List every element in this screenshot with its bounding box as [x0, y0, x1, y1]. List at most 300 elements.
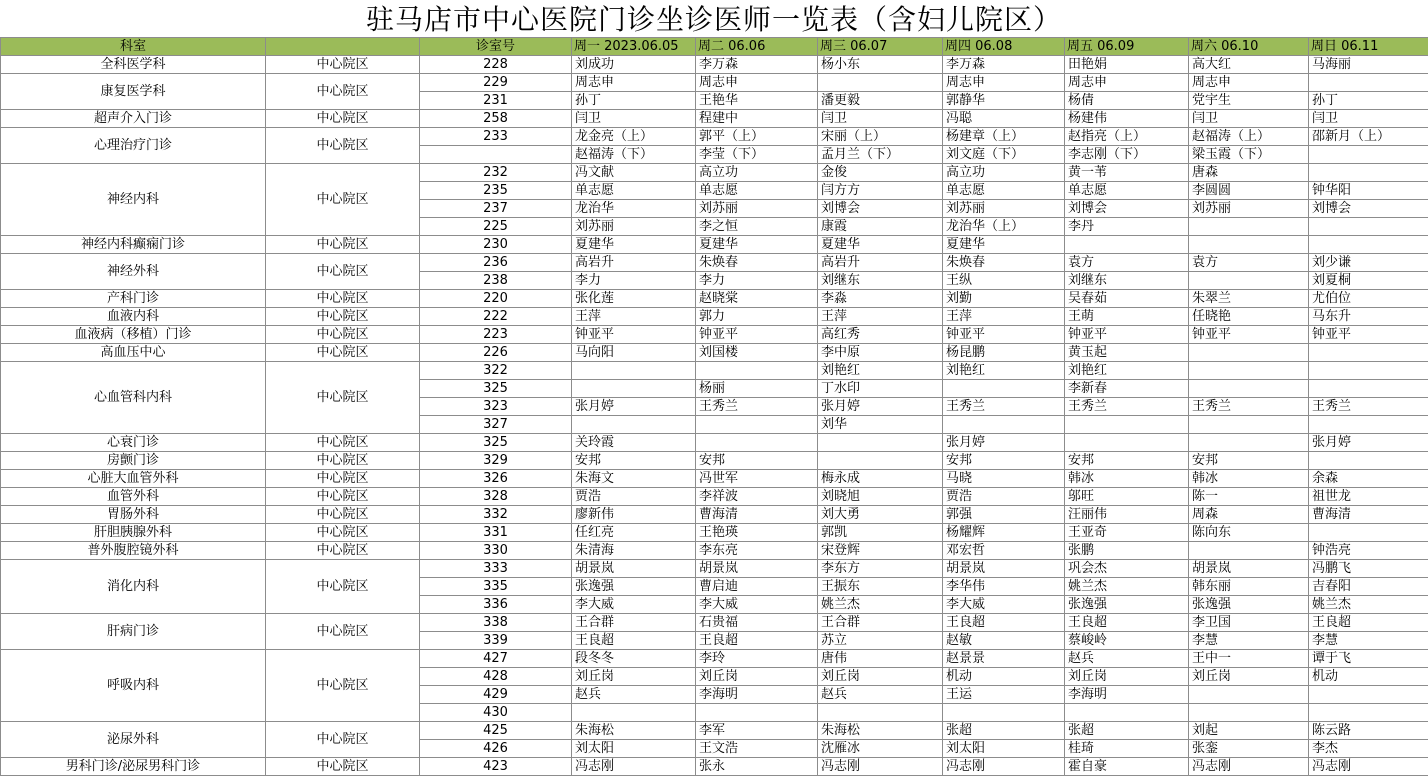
doctor-cell[interactable]: 安邦 — [1065, 452, 1189, 470]
doctor-cell[interactable]: 冯志刚 — [1309, 758, 1428, 776]
doctor-cell[interactable]: 刘丘岗 — [572, 668, 696, 686]
doctor-cell[interactable] — [1065, 416, 1189, 434]
doctor-cell[interactable]: 夏建华 — [943, 236, 1065, 254]
doctor-cell[interactable]: 刘丘岗 — [818, 668, 943, 686]
department-cell[interactable]: 全科医学科 — [1, 56, 266, 74]
department-cell[interactable]: 康复医学科 — [1, 74, 266, 110]
room-cell[interactable]: 423 — [420, 758, 572, 776]
doctor-cell[interactable]: 王振东 — [818, 578, 943, 596]
doctor-cell[interactable] — [1309, 416, 1428, 434]
doctor-cell[interactable] — [1189, 542, 1309, 560]
doctor-cell[interactable]: 刘太阳 — [943, 740, 1065, 758]
doctor-cell[interactable]: 苏立 — [818, 632, 943, 650]
doctor-cell[interactable]: 蔡峻岭 — [1065, 632, 1189, 650]
doctor-cell[interactable]: 刘晓旭 — [818, 488, 943, 506]
doctor-cell[interactable]: 李力 — [696, 272, 818, 290]
department-cell[interactable]: 心血管科内科 — [1, 362, 266, 434]
doctor-cell[interactable] — [696, 434, 818, 452]
campus-cell[interactable]: 中心院区 — [266, 74, 420, 110]
doctor-cell[interactable]: 冯聪 — [943, 110, 1065, 128]
doctor-cell[interactable]: 程建中 — [696, 110, 818, 128]
doctor-cell[interactable]: 周志申 — [696, 74, 818, 92]
doctor-cell[interactable]: 刘夏桐 — [1309, 272, 1428, 290]
doctor-cell[interactable]: 王纵 — [943, 272, 1065, 290]
department-cell[interactable]: 消化内科 — [1, 560, 266, 614]
doctor-cell[interactable]: 龙金亮（上） — [572, 128, 696, 146]
doctor-cell[interactable]: 刘成功 — [572, 56, 696, 74]
department-cell[interactable]: 血液内科 — [1, 308, 266, 326]
campus-cell[interactable]: 中心院区 — [266, 308, 420, 326]
doctor-cell[interactable] — [1189, 236, 1309, 254]
doctor-cell[interactable] — [1309, 362, 1428, 380]
doctor-cell[interactable] — [1189, 272, 1309, 290]
doctor-cell[interactable]: 王艳华 — [696, 92, 818, 110]
doctor-cell[interactable]: 张超 — [1065, 722, 1189, 740]
doctor-cell[interactable]: 王运 — [943, 686, 1065, 704]
doctor-cell[interactable]: 冯志刚 — [943, 758, 1065, 776]
doctor-cell[interactable]: 龙治华（上） — [943, 218, 1065, 236]
header-saturday[interactable]: 周六 06.10 — [1189, 38, 1309, 56]
doctor-cell[interactable]: 胡景岚 — [696, 560, 818, 578]
doctor-cell[interactable]: 李莹（下） — [696, 146, 818, 164]
department-cell[interactable]: 心脏大血管外科 — [1, 470, 266, 488]
doctor-cell[interactable]: 李海明 — [696, 686, 818, 704]
doctor-cell[interactable] — [943, 380, 1065, 398]
doctor-cell[interactable]: 冯鹏飞 — [1309, 560, 1428, 578]
doctor-cell[interactable]: 王秀兰 — [1309, 398, 1428, 416]
department-cell[interactable]: 普外腹腔镜外科 — [1, 542, 266, 560]
doctor-cell[interactable]: 机动 — [943, 668, 1065, 686]
doctor-cell[interactable]: 朱海松 — [572, 722, 696, 740]
doctor-cell[interactable]: 冯志刚 — [818, 758, 943, 776]
doctor-cell[interactable] — [572, 362, 696, 380]
doctor-cell[interactable]: 邵新月（上） — [1309, 128, 1428, 146]
doctor-cell[interactable]: 杨丽 — [696, 380, 818, 398]
doctor-cell[interactable]: 钟浩亮 — [1309, 542, 1428, 560]
doctor-cell[interactable]: 朱清海 — [572, 542, 696, 560]
doctor-cell[interactable]: 李大威 — [696, 596, 818, 614]
doctor-cell[interactable]: 安邦 — [696, 452, 818, 470]
doctor-cell[interactable]: 金俊 — [818, 164, 943, 182]
doctor-cell[interactable] — [1189, 344, 1309, 362]
doctor-cell[interactable]: 张永 — [696, 758, 818, 776]
header-thursday[interactable]: 周四 06.08 — [943, 38, 1065, 56]
doctor-cell[interactable]: 闫方方 — [818, 182, 943, 200]
room-cell[interactable]: 338 — [420, 614, 572, 632]
department-cell[interactable]: 心衰门诊 — [1, 434, 266, 452]
doctor-cell[interactable]: 赵福涛（下） — [572, 146, 696, 164]
campus-cell[interactable]: 中心院区 — [266, 56, 420, 74]
doctor-cell[interactable]: 胡景岚 — [572, 560, 696, 578]
doctor-cell[interactable]: 姚兰杰 — [818, 596, 943, 614]
doctor-cell[interactable]: 王良超 — [696, 632, 818, 650]
room-cell[interactable]: 330 — [420, 542, 572, 560]
campus-cell[interactable]: 中心院区 — [266, 650, 420, 722]
doctor-cell[interactable]: 杨建伟 — [1065, 110, 1189, 128]
campus-cell[interactable]: 中心院区 — [266, 344, 420, 362]
doctor-cell[interactable] — [1189, 434, 1309, 452]
doctor-cell[interactable]: 刘少谦 — [1309, 254, 1428, 272]
doctor-cell[interactable]: 刘文庭（下） — [943, 146, 1065, 164]
doctor-cell[interactable]: 刘苏丽 — [943, 200, 1065, 218]
doctor-cell[interactable]: 朱焕春 — [943, 254, 1065, 272]
doctor-cell[interactable] — [943, 704, 1065, 722]
doctor-cell[interactable] — [1065, 434, 1189, 452]
department-cell[interactable]: 呼吸内科 — [1, 650, 266, 722]
header-monday[interactable]: 周一 2023.06.05 — [572, 38, 696, 56]
header-wednesday[interactable]: 周三 06.07 — [818, 38, 943, 56]
doctor-cell[interactable]: 李杰 — [1309, 740, 1428, 758]
doctor-cell[interactable]: 王文浩 — [696, 740, 818, 758]
room-cell[interactable]: 331 — [420, 524, 572, 542]
doctor-cell[interactable]: 刘华 — [818, 416, 943, 434]
doctor-cell[interactable]: 王亚奇 — [1065, 524, 1189, 542]
doctor-cell[interactable]: 桂琦 — [1065, 740, 1189, 758]
doctor-cell[interactable]: 胡景岚 — [943, 560, 1065, 578]
doctor-cell[interactable]: 康霞 — [818, 218, 943, 236]
doctor-cell[interactable]: 任红亮 — [572, 524, 696, 542]
campus-cell[interactable]: 中心院区 — [266, 254, 420, 290]
doctor-cell[interactable]: 吉春阳 — [1309, 578, 1428, 596]
doctor-cell[interactable]: 梁玉霞（下） — [1189, 146, 1309, 164]
doctor-cell[interactable]: 刘继东 — [1065, 272, 1189, 290]
room-cell[interactable]: 329 — [420, 452, 572, 470]
doctor-cell[interactable]: 李慧 — [1309, 632, 1428, 650]
doctor-cell[interactable]: 李丹 — [1065, 218, 1189, 236]
room-cell[interactable]: 325 — [420, 434, 572, 452]
doctor-cell[interactable]: 唐森 — [1189, 164, 1309, 182]
doctor-cell[interactable]: 刘丘岗 — [696, 668, 818, 686]
doctor-cell[interactable]: 龙治华 — [572, 200, 696, 218]
doctor-cell[interactable]: 孟月兰（下） — [818, 146, 943, 164]
doctor-cell[interactable]: 刘继东 — [818, 272, 943, 290]
doctor-cell[interactable]: 夏建华 — [818, 236, 943, 254]
doctor-cell[interactable]: 赵福涛（上） — [1189, 128, 1309, 146]
doctor-cell[interactable]: 高岩升 — [818, 254, 943, 272]
doctor-cell[interactable]: 王萌 — [1065, 308, 1189, 326]
room-cell[interactable]: 430 — [420, 704, 572, 722]
header-campus[interactable] — [266, 38, 420, 56]
doctor-cell[interactable] — [1309, 164, 1428, 182]
campus-cell[interactable]: 中心院区 — [266, 128, 420, 164]
doctor-cell[interactable]: 赵指亮（上） — [1065, 128, 1189, 146]
doctor-cell[interactable]: 李东亮 — [696, 542, 818, 560]
doctor-cell[interactable] — [572, 380, 696, 398]
doctor-cell[interactable] — [1309, 380, 1428, 398]
doctor-cell[interactable]: 郭凯 — [818, 524, 943, 542]
doctor-cell[interactable]: 钟亚平 — [1189, 326, 1309, 344]
doctor-cell[interactable] — [1189, 218, 1309, 236]
doctor-cell[interactable]: 赵景景 — [943, 650, 1065, 668]
doctor-cell[interactable]: 张月婷 — [1309, 434, 1428, 452]
doctor-cell[interactable]: 李海明 — [1065, 686, 1189, 704]
campus-cell[interactable]: 中心院区 — [266, 326, 420, 344]
campus-cell[interactable]: 中心院区 — [266, 560, 420, 614]
doctor-cell[interactable]: 李华伟 — [943, 578, 1065, 596]
header-tuesday[interactable]: 周二 06.06 — [696, 38, 818, 56]
campus-cell[interactable]: 中心院区 — [266, 758, 420, 776]
doctor-cell[interactable]: 钟亚平 — [1309, 326, 1428, 344]
department-cell[interactable]: 肝病门诊 — [1, 614, 266, 650]
doctor-cell[interactable]: 巩会杰 — [1065, 560, 1189, 578]
doctor-cell[interactable]: 安邦 — [943, 452, 1065, 470]
doctor-cell[interactable]: 孙丁 — [1309, 92, 1428, 110]
doctor-cell[interactable]: 单志愿 — [943, 182, 1065, 200]
doctor-cell[interactable] — [1309, 452, 1428, 470]
department-cell[interactable]: 胃肠外科 — [1, 506, 266, 524]
doctor-cell[interactable]: 尤伯位 — [1309, 290, 1428, 308]
doctor-cell[interactable]: 张逸强 — [572, 578, 696, 596]
doctor-cell[interactable]: 安邦 — [572, 452, 696, 470]
doctor-cell[interactable] — [1189, 380, 1309, 398]
doctor-cell[interactable]: 李中原 — [818, 344, 943, 362]
doctor-cell[interactable]: 李志刚（下） — [1065, 146, 1189, 164]
doctor-cell[interactable]: 贾浩 — [572, 488, 696, 506]
doctor-cell[interactable]: 杨倩 — [1065, 92, 1189, 110]
campus-cell[interactable]: 中心院区 — [266, 488, 420, 506]
doctor-cell[interactable]: 汪丽伟 — [1065, 506, 1189, 524]
doctor-cell[interactable]: 姚兰杰 — [1065, 578, 1189, 596]
doctor-cell[interactable] — [1309, 344, 1428, 362]
doctor-cell[interactable] — [1189, 362, 1309, 380]
doctor-cell[interactable]: 宋登辉 — [818, 542, 943, 560]
doctor-cell[interactable]: 李卫国 — [1189, 614, 1309, 632]
room-cell[interactable]: 326 — [420, 470, 572, 488]
doctor-cell[interactable]: 杨建章（上） — [943, 128, 1065, 146]
doctor-cell[interactable]: 王良超 — [943, 614, 1065, 632]
doctor-cell[interactable] — [696, 416, 818, 434]
department-cell[interactable]: 肝胆胰腺外科 — [1, 524, 266, 542]
doctor-cell[interactable]: 李新春 — [1065, 380, 1189, 398]
doctor-cell[interactable]: 王合群 — [572, 614, 696, 632]
room-cell[interactable]: 237 — [420, 200, 572, 218]
room-cell[interactable]: 323 — [420, 398, 572, 416]
doctor-cell[interactable]: 祖世龙 — [1309, 488, 1428, 506]
doctor-cell[interactable] — [818, 74, 943, 92]
doctor-cell[interactable]: 钟亚平 — [696, 326, 818, 344]
doctor-cell[interactable]: 赵敏 — [943, 632, 1065, 650]
doctor-cell[interactable]: 周森 — [1189, 506, 1309, 524]
doctor-cell[interactable]: 张月婷 — [943, 434, 1065, 452]
doctor-cell[interactable]: 郭力 — [696, 308, 818, 326]
doctor-cell[interactable]: 马海丽 — [1309, 56, 1428, 74]
doctor-cell[interactable]: 张鹏 — [1065, 542, 1189, 560]
doctor-cell[interactable]: 曹启迪 — [696, 578, 818, 596]
doctor-cell[interactable] — [1309, 524, 1428, 542]
room-cell[interactable]: 220 — [420, 290, 572, 308]
doctor-cell[interactable] — [818, 434, 943, 452]
doctor-cell[interactable] — [1189, 686, 1309, 704]
doctor-cell[interactable]: 宋丽（上） — [818, 128, 943, 146]
department-cell[interactable]: 产科门诊 — [1, 290, 266, 308]
doctor-cell[interactable]: 安邦 — [1189, 452, 1309, 470]
doctor-cell[interactable]: 胡景岚 — [1189, 560, 1309, 578]
doctor-cell[interactable]: 姚兰杰 — [1309, 596, 1428, 614]
doctor-cell[interactable]: 陈云路 — [1309, 722, 1428, 740]
doctor-cell[interactable]: 王秀兰 — [696, 398, 818, 416]
doctor-cell[interactable]: 张化莲 — [572, 290, 696, 308]
department-cell[interactable]: 高血压中心 — [1, 344, 266, 362]
doctor-cell[interactable]: 冯志刚 — [572, 758, 696, 776]
doctor-cell[interactable]: 王萍 — [943, 308, 1065, 326]
doctor-cell[interactable]: 郭静华 — [943, 92, 1065, 110]
doctor-cell[interactable]: 闫卫 — [818, 110, 943, 128]
doctor-cell[interactable] — [572, 416, 696, 434]
doctor-cell[interactable]: 刘起 — [1189, 722, 1309, 740]
doctor-cell[interactable]: 刘艳红 — [943, 362, 1065, 380]
doctor-cell[interactable]: 朱海文 — [572, 470, 696, 488]
doctor-cell[interactable]: 王艳瑛 — [696, 524, 818, 542]
doctor-cell[interactable]: 冯世军 — [696, 470, 818, 488]
doctor-cell[interactable]: 王秀兰 — [1065, 398, 1189, 416]
doctor-cell[interactable]: 王萍 — [572, 308, 696, 326]
doctor-cell[interactable]: 王萍 — [818, 308, 943, 326]
doctor-cell[interactable]: 段冬冬 — [572, 650, 696, 668]
doctor-cell[interactable]: 杨小东 — [818, 56, 943, 74]
room-cell[interactable]: 322 — [420, 362, 572, 380]
campus-cell[interactable]: 中心院区 — [266, 236, 420, 254]
room-cell[interactable]: 339 — [420, 632, 572, 650]
room-cell[interactable]: 428 — [420, 668, 572, 686]
doctor-cell[interactable]: 李祥波 — [696, 488, 818, 506]
campus-cell[interactable]: 中心院区 — [266, 434, 420, 452]
doctor-cell[interactable]: 袁方 — [1065, 254, 1189, 272]
doctor-cell[interactable]: 刘博会 — [1309, 200, 1428, 218]
room-cell[interactable]: 222 — [420, 308, 572, 326]
doctor-cell[interactable]: 刘苏丽 — [572, 218, 696, 236]
doctor-cell[interactable]: 单志愿 — [1065, 182, 1189, 200]
doctor-cell[interactable]: 袁方 — [1189, 254, 1309, 272]
doctor-cell[interactable]: 曹海清 — [696, 506, 818, 524]
doctor-cell[interactable]: 李力 — [572, 272, 696, 290]
doctor-cell[interactable]: 闫卫 — [572, 110, 696, 128]
header-friday[interactable]: 周五 06.09 — [1065, 38, 1189, 56]
room-cell[interactable]: 229 — [420, 74, 572, 92]
department-cell[interactable]: 神经外科 — [1, 254, 266, 290]
doctor-cell[interactable] — [1309, 74, 1428, 92]
department-cell[interactable]: 血液病（移植）门诊 — [1, 326, 266, 344]
department-cell[interactable]: 超声介入门诊 — [1, 110, 266, 128]
doctor-cell[interactable]: 单志愿 — [696, 182, 818, 200]
room-cell[interactable]: 226 — [420, 344, 572, 362]
campus-cell[interactable]: 中心院区 — [266, 470, 420, 488]
doctor-cell[interactable]: 贾浩 — [943, 488, 1065, 506]
room-cell[interactable]: 325 — [420, 380, 572, 398]
doctor-cell[interactable] — [696, 362, 818, 380]
doctor-cell[interactable]: 王中一 — [1189, 650, 1309, 668]
doctor-cell[interactable]: 周志申 — [1189, 74, 1309, 92]
doctor-cell[interactable]: 潘更毅 — [818, 92, 943, 110]
campus-cell[interactable]: 中心院区 — [266, 722, 420, 758]
room-cell[interactable] — [420, 146, 572, 164]
room-cell[interactable]: 228 — [420, 56, 572, 74]
doctor-cell[interactable] — [1309, 704, 1428, 722]
doctor-cell[interactable]: 陈一 — [1189, 488, 1309, 506]
doctor-cell[interactable] — [818, 704, 943, 722]
doctor-cell[interactable]: 马向阳 — [572, 344, 696, 362]
doctor-cell[interactable]: 黄一苇 — [1065, 164, 1189, 182]
room-cell[interactable]: 426 — [420, 740, 572, 758]
doctor-cell[interactable]: 高红秀 — [818, 326, 943, 344]
doctor-cell[interactable]: 李万森 — [943, 56, 1065, 74]
doctor-cell[interactable]: 郭强 — [943, 506, 1065, 524]
doctor-cell[interactable]: 赵兵 — [1065, 650, 1189, 668]
doctor-cell[interactable]: 赵晓棠 — [696, 290, 818, 308]
doctor-cell[interactable]: 李慧 — [1189, 632, 1309, 650]
doctor-cell[interactable]: 高立功 — [943, 164, 1065, 182]
doctor-cell[interactable]: 刘大勇 — [818, 506, 943, 524]
doctor-cell[interactable]: 石贵福 — [696, 614, 818, 632]
header-department[interactable]: 科室 — [1, 38, 266, 56]
doctor-cell[interactable]: 钟华阳 — [1309, 182, 1428, 200]
room-cell[interactable]: 336 — [420, 596, 572, 614]
doctor-cell[interactable]: 邓宏哲 — [943, 542, 1065, 560]
room-cell[interactable]: 327 — [420, 416, 572, 434]
doctor-cell[interactable] — [1065, 704, 1189, 722]
doctor-cell[interactable]: 闫卫 — [1189, 110, 1309, 128]
doctor-cell[interactable]: 吴春茹 — [1065, 290, 1189, 308]
doctor-cell[interactable]: 刘艳红 — [818, 362, 943, 380]
campus-cell[interactable]: 中心院区 — [266, 542, 420, 560]
doctor-cell[interactable]: 王合群 — [818, 614, 943, 632]
doctor-cell[interactable]: 机动 — [1309, 668, 1428, 686]
doctor-cell[interactable]: 钟亚平 — [572, 326, 696, 344]
doctor-cell[interactable]: 杨昆鹏 — [943, 344, 1065, 362]
doctor-cell[interactable]: 刘艳红 — [1065, 362, 1189, 380]
doctor-cell[interactable] — [818, 452, 943, 470]
doctor-cell[interactable]: 刘苏丽 — [696, 200, 818, 218]
doctor-cell[interactable]: 李大威 — [943, 596, 1065, 614]
doctor-cell[interactable] — [1189, 416, 1309, 434]
doctor-cell[interactable]: 任晓艳 — [1189, 308, 1309, 326]
doctor-cell[interactable]: 朱翠兰 — [1189, 290, 1309, 308]
doctor-cell[interactable]: 闫卫 — [1309, 110, 1428, 128]
doctor-cell[interactable]: 王良超 — [1309, 614, 1428, 632]
room-cell[interactable]: 335 — [420, 578, 572, 596]
doctor-cell[interactable]: 周志申 — [943, 74, 1065, 92]
doctor-cell[interactable] — [1065, 236, 1189, 254]
department-cell[interactable]: 泌尿外科 — [1, 722, 266, 758]
doctor-cell[interactable]: 郭平（上） — [696, 128, 818, 146]
doctor-cell[interactable]: 周志申 — [572, 74, 696, 92]
room-cell[interactable]: 235 — [420, 182, 572, 200]
doctor-cell[interactable] — [1189, 704, 1309, 722]
campus-cell[interactable]: 中心院区 — [266, 110, 420, 128]
department-cell[interactable]: 神经内科癫痫门诊 — [1, 236, 266, 254]
department-cell[interactable]: 房颤门诊 — [1, 452, 266, 470]
doctor-cell[interactable]: 李大威 — [572, 596, 696, 614]
doctor-cell[interactable]: 余森 — [1309, 470, 1428, 488]
campus-cell[interactable]: 中心院区 — [266, 452, 420, 470]
doctor-cell[interactable] — [1309, 218, 1428, 236]
doctor-cell[interactable]: 孙丁 — [572, 92, 696, 110]
doctor-cell[interactable]: 赵兵 — [572, 686, 696, 704]
room-cell[interactable]: 429 — [420, 686, 572, 704]
campus-cell[interactable]: 中心院区 — [266, 362, 420, 434]
doctor-cell[interactable]: 李玲 — [696, 650, 818, 668]
room-cell[interactable]: 236 — [420, 254, 572, 272]
doctor-cell[interactable]: 高立功 — [696, 164, 818, 182]
campus-cell[interactable]: 中心院区 — [266, 506, 420, 524]
header-room[interactable]: 诊室号 — [420, 38, 572, 56]
doctor-cell[interactable]: 马晓 — [943, 470, 1065, 488]
doctor-cell[interactable]: 张逸强 — [1065, 596, 1189, 614]
doctor-cell[interactable]: 冯文献 — [572, 164, 696, 182]
doctor-cell[interactable]: 夏建华 — [572, 236, 696, 254]
doctor-cell[interactable] — [943, 416, 1065, 434]
doctor-cell[interactable]: 丁水印 — [818, 380, 943, 398]
doctor-cell[interactable]: 高岩升 — [572, 254, 696, 272]
